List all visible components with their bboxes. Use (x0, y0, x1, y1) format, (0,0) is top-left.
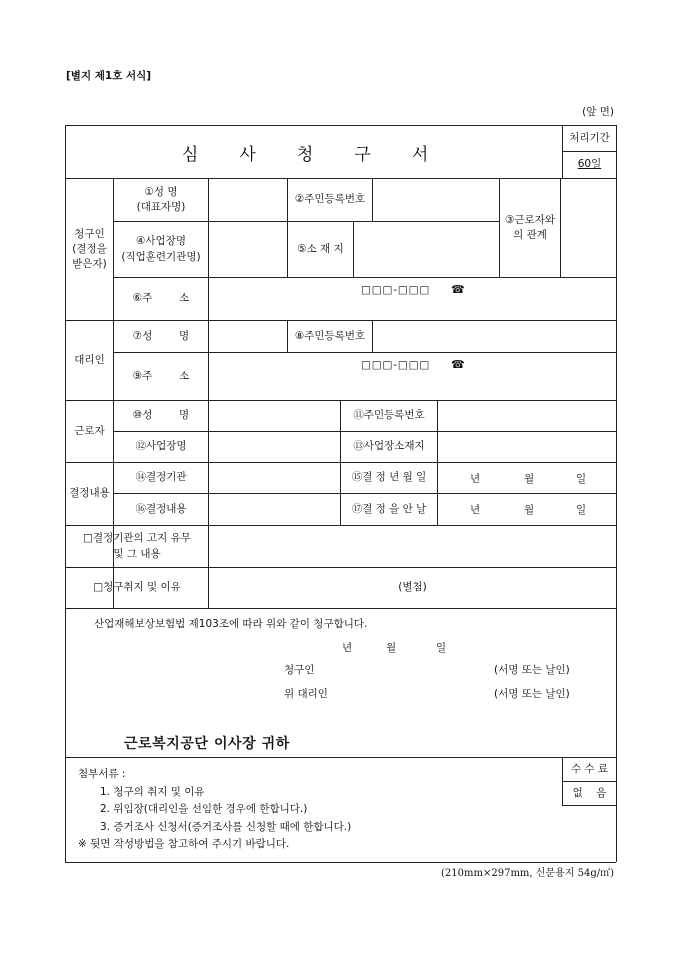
agent-sign-field[interactable]: (서명 또는 날인) (494, 688, 570, 700)
claimant-workplace-input[interactable] (209, 222, 287, 277)
processing-period-value: 60일 (577, 158, 602, 171)
claimant-group-label: 청구인 (결정을 받은자) (72, 227, 107, 271)
addressee: 근로복지공단 이사장 귀하 (124, 736, 290, 752)
claimant-rrn-label: ②주민등록번호 (294, 193, 366, 206)
notice-input[interactable] (209, 526, 616, 567)
attachment-item: 1. 청구의 취지 및 이유 (100, 786, 205, 798)
processing-period-label: 처리기간 (569, 131, 610, 144)
sign-year-label: 년 (342, 642, 353, 654)
attachments-title: 첨부서류 : (78, 768, 126, 780)
purpose-attached-text: (별첨) (398, 581, 427, 594)
decision-notice-date-input[interactable] (438, 494, 616, 525)
fee-value: 없 음 (572, 786, 607, 799)
agent-rrn-label: ⑧주민등록번호 (294, 329, 366, 342)
phone-icon: ☎ (451, 283, 465, 296)
agent-name-label: ⑦성 명 (132, 329, 190, 342)
worker-workplace-input[interactable] (209, 432, 340, 462)
worker-name-input[interactable] (209, 401, 340, 431)
worker-relation-input[interactable] (561, 179, 616, 277)
decision-date-label: ⑮결 정 년 월 일 (351, 471, 427, 484)
claimant-name-input[interactable] (209, 179, 287, 221)
date-year-label: 년 (470, 473, 481, 485)
fee-label: 수 수 료 (570, 762, 609, 775)
notice-label: □결정기관의 고지 유무 및 그 내용 (83, 532, 191, 560)
worker-relation-label: ③근로자와 의 관계 (505, 214, 555, 242)
agent-group-label: 대리인 (74, 353, 105, 366)
worker-group-label: 근로자 (74, 424, 105, 437)
date-day-label: 일 (576, 504, 587, 516)
claimant-location-input[interactable] (354, 222, 499, 277)
agent-address-label: ⑨주 소 (132, 369, 190, 382)
claimant-sign-label: 청구인 (284, 664, 315, 676)
attachment-item: 2. 위임장(대리인을 선임한 경우에 한합니다.) (100, 803, 308, 815)
agent-address-input[interactable] (209, 353, 616, 400)
decision-notice-date-label: ⑰결 정 을 안 날 (351, 502, 427, 515)
worker-workplace-location-label: ⑬사업장소재지 (353, 440, 425, 453)
phone-icon: ☎ (451, 358, 465, 371)
decision-content-input[interactable] (209, 494, 340, 525)
claimant-workplace-label: ④사업장명 (직업훈련기관명) (121, 235, 201, 263)
sign-day-label: 일 (436, 642, 447, 654)
worker-workplace-label: ⑫사업장명 (135, 440, 187, 453)
claimant-address-label: ⑥주 소 (132, 292, 190, 305)
form-title: 심 사 청 구 서 (181, 144, 447, 165)
form-label: [별지 제1호 서식] (66, 70, 152, 82)
agent-postal-code: □□□-□□□ (361, 359, 431, 371)
decision-content-label: ⑯결정내용 (135, 502, 187, 515)
sign-month-label: 월 (386, 642, 397, 654)
decision-date-input[interactable] (438, 463, 616, 493)
worker-name-label: ⑩성 명 (132, 409, 190, 422)
decision-group-label: 결정내용 (69, 487, 110, 500)
page-side-label: (앞 면) (582, 106, 614, 118)
date-day-label: 일 (576, 473, 587, 485)
date-month-label: 월 (524, 504, 535, 516)
claimant-address-input[interactable] (209, 278, 616, 320)
decision-agency-input[interactable] (209, 463, 340, 493)
attachments-note: ※ 뒷면 작성방법을 참고하여 주시기 바랍니다. (78, 838, 290, 850)
claimant-rrn-input[interactable] (373, 179, 499, 221)
claimant-location-label: ⑤소 재 지 (297, 242, 344, 255)
attachment-item: 3. 증거조사 신청서(증거조사를 신청할 때에 한합니다.) (100, 821, 352, 833)
worker-rrn-input[interactable] (438, 401, 616, 431)
date-month-label: 월 (524, 473, 535, 485)
agent-name-input[interactable] (209, 321, 287, 352)
claimant-postal-code: □□□-□□□ (361, 284, 431, 296)
paper-spec: (210mm×297mm, 신문용지 54g/㎡) (441, 868, 614, 879)
claimant-name-label: ①성 명 (대표자명) (136, 185, 186, 213)
date-year-label: 년 (470, 504, 481, 516)
statement-text: 산업재해보상보험법 제103조에 따라 위와 같이 청구합니다. (94, 618, 368, 630)
purpose-label: □청구취지 및 이유 (93, 581, 181, 594)
worker-rrn-label: ⑪주민등록번호 (353, 409, 425, 422)
decision-agency-label: ⑭결정기관 (135, 471, 187, 484)
agent-rrn-input[interactable] (373, 321, 616, 352)
claimant-sign-field[interactable]: (서명 또는 날인) (494, 664, 570, 676)
agent-sign-label: 위 대리인 (284, 688, 328, 700)
purpose-value[interactable] (209, 568, 616, 608)
worker-workplace-location-input[interactable] (438, 432, 616, 462)
